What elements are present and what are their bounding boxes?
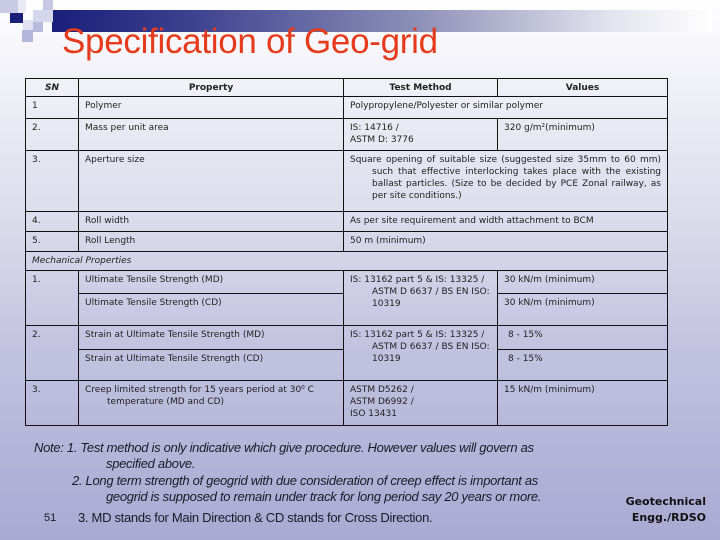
- note-3: 3. MD stands for Main Direction & CD stands for Cross Direction.: [78, 510, 433, 525]
- cell-sn: 1.: [26, 271, 79, 326]
- footer-organization: [626, 494, 706, 526]
- table-row: [26, 271, 668, 294]
- note-1-line-1: Note: 1. Test method is only indicative which give procedure. However values will govern as: [34, 440, 534, 455]
- cell-test-method: [344, 119, 498, 151]
- cell-sn: 3.: [26, 381, 79, 426]
- test-method-line: ASTM D5262 /: [350, 385, 414, 395]
- cell-property: Creep limited strength for 15 years period at 30⁰ C temperature (MD and CD): [79, 381, 344, 426]
- cell-value: 8 - 15%: [498, 326, 668, 350]
- cell-test-method: IS: 13162 part 5 & IS: 13325 / ASTM D 6637 / BS EN ISO: 10319: [344, 271, 498, 326]
- cell-sn: 4.: [26, 212, 79, 232]
- cell-sn: 5.: [26, 232, 79, 252]
- cell-merged-value: Polypropylene/Polyester or similar polymer: [344, 97, 668, 119]
- test-method-line: ASTM D6992 /: [350, 397, 414, 407]
- cell-property: Polymer: [79, 97, 344, 119]
- footer-org-line-1: Geotechnical: [625, 495, 706, 508]
- page-number: 51: [44, 512, 57, 524]
- cell-property: Strain at Ultimate Tensile Strength (CD): [79, 350, 344, 381]
- cell-sn: 1: [26, 97, 79, 119]
- cell-merged-value: As per site requirement and width attachment to BCM: [344, 212, 668, 232]
- cell-sn: 2.: [26, 119, 79, 151]
- cell-merged-value: 50 m (minimum): [344, 232, 668, 252]
- slide-title: Specification of Geo-grid: [62, 22, 438, 61]
- note-2-line-1: 2. Long term strength of geogrid with due consideration of creep effect is important as: [72, 473, 539, 488]
- note-1-line-2: specified above.: [106, 456, 196, 471]
- cell-property: Aperture size: [79, 151, 344, 212]
- cell-property: Roll width: [79, 212, 344, 232]
- table-row: [26, 212, 668, 232]
- test-method-line: ISO 13431: [350, 409, 397, 419]
- table-row: [26, 151, 668, 212]
- cell-property: Ultimate Tensile Strength (CD): [79, 294, 344, 326]
- cell-value: 8 - 15%: [498, 350, 668, 381]
- test-method-line: ASTM D: 3776: [350, 135, 414, 145]
- cell-sn: 2.: [26, 326, 79, 381]
- table-row: [26, 97, 668, 119]
- cell-value: 320 g/m²(minimum): [498, 119, 668, 151]
- cell-value: 30 kN/m (minimum): [498, 294, 668, 326]
- note-2-line-2: geogrid is supposed to remain under track for long period say 20 years or more.: [106, 489, 542, 504]
- table-row: [26, 326, 668, 350]
- header-test-method: Test Method: [344, 79, 498, 97]
- cell-test-method: [344, 381, 498, 426]
- header-values: Values: [498, 79, 668, 97]
- footer-org-line-2: Engg./RDSO: [631, 511, 706, 524]
- section-heading: Mechanical Properties: [26, 252, 668, 271]
- table-header-row: [26, 79, 668, 97]
- cell-test-method: IS: 13162 part 5 & IS: 13325 / ASTM D 6637 / BS EN ISO: 10319: [344, 326, 498, 381]
- header-sn: SN: [26, 79, 79, 97]
- cell-property: Strain at Ultimate Tensile Strength (MD): [79, 326, 344, 350]
- cell-property: Ultimate Tensile Strength (MD): [79, 271, 344, 294]
- geogrid-spec-table: [25, 78, 668, 426]
- cell-sn: 3.: [26, 151, 79, 212]
- test-method-line: IS: 14716 /: [350, 123, 399, 133]
- section-heading-row: [26, 252, 668, 271]
- cell-value: 30 kN/m (minimum): [498, 271, 668, 294]
- cell-value: 15 kN/m (minimum): [498, 381, 668, 426]
- cell-property: Mass per unit area: [79, 119, 344, 151]
- table-row: [26, 381, 668, 426]
- table-row: [26, 232, 668, 252]
- cell-property: Roll Length: [79, 232, 344, 252]
- table-row: [26, 119, 668, 151]
- cell-merged-value: Square opening of suitable size (suggested size 35mm to 60 mm) such that effective interlocking takes place with the existing ballast particles. (Size to be decided by PCE Zonal railway, as per site conditions.): [344, 151, 668, 212]
- header-property: Property: [79, 79, 344, 97]
